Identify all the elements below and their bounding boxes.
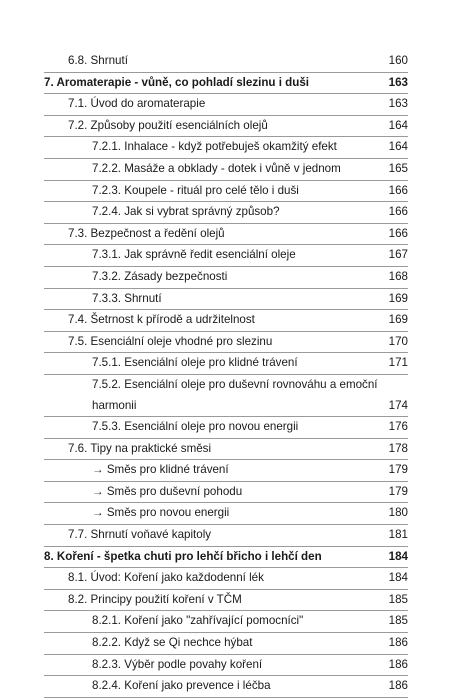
toc-page-number: 166 [388,205,408,219]
toc-entry-row[interactable] [44,332,408,354]
toc-entry-row[interactable] [44,590,408,612]
toc-entry-row[interactable] [44,267,408,289]
toc-page-number: 185 [388,614,408,628]
toc-entry-row[interactable] [44,375,408,417]
toc-chapter-row[interactable] [44,547,408,569]
toc-entry-row[interactable] [44,224,408,246]
toc-page-number: 180 [388,506,408,520]
toc-page-number: 166 [388,183,408,197]
toc-entry-title: 7.2.1. Inhalace - když potřebuješ okamžitý efekt [92,140,337,154]
toc-entry-row[interactable] [44,417,408,439]
toc-entry-title: 6.8. Shrnutí [68,54,128,67]
toc-entry-row[interactable] [44,503,408,525]
toc-entry-row[interactable] [44,439,408,461]
toc-page-number: 185 [388,592,408,606]
toc-page-number: 168 [388,269,408,283]
toc-page-number: 164 [388,140,408,154]
table-of-contents [44,51,408,698]
toc-entry-title: 7.3.2. Zásady bezpečnosti [92,269,228,283]
toc-page-number: 170 [388,334,408,348]
toc-entry-title: 7.2.3. Koupele - rituál pro celé tělo i duši [92,183,299,197]
toc-page-number: 176 [388,420,408,434]
toc-entry-title: 7.3.1. Jak správně ředit esenciální oleje [92,248,296,262]
toc-page-number: 184 [388,549,408,563]
toc-entry-row[interactable] [44,655,408,677]
toc-page-number: 169 [388,313,408,327]
toc-entry-title: 7.3.3. Shrnutí [92,291,162,305]
toc-page-number: 174 [388,398,408,412]
toc-entry-title: 8.2.4. Koření jako prevence i léčba [92,679,271,693]
toc-page-number: 167 [388,248,408,262]
toc-page-number: 186 [388,636,408,650]
toc-page-number: 165 [388,161,408,175]
toc-entry-title: 7.5.1. Esenciální oleje pro klidné trávení [92,356,298,370]
toc-entry-title: 7.5.2. Esenciální oleje pro duševní rovnováhu a emoční harmonii [92,377,378,412]
toc-entry-title: 7.2. Způsoby použití esenciálních olejů [68,118,268,132]
toc-page-number: 160 [388,54,408,67]
toc-entry-title: 7.1. Úvod do aromaterapie [68,97,206,111]
toc-entry-row[interactable] [44,568,408,590]
toc-entry-row[interactable] [44,611,408,633]
toc-entry-title: 7.6. Tipy na praktické směsi [68,441,212,455]
toc-entry-row[interactable] [44,460,408,482]
toc-entry-row[interactable] [44,525,408,547]
toc-entry-title: → Směs pro novou energii [92,506,230,520]
toc-entry-row[interactable] [44,137,408,159]
toc-entry-row[interactable] [44,310,408,332]
toc-entry-title: 7. Aromaterapie - vůně, co pohladí slezinu i duši [44,75,309,89]
toc-entry-title: → Směs pro duševní pohodu [92,484,243,498]
toc-page-number: 166 [388,226,408,240]
toc-entry-row[interactable] [44,482,408,504]
toc-entry-row[interactable] [44,94,408,116]
toc-entry-row[interactable] [44,51,408,73]
toc-entry-title: 8.2. Principy použití koření v TČM [68,592,242,606]
toc-entry-title: 7.5.3. Esenciální oleje pro novou energii [92,420,299,434]
toc-entry-title: 8. Koření - špetka chuti pro lehčí břicho i lehčí den [44,549,322,563]
toc-entry-row[interactable] [44,159,408,181]
toc-entry-row[interactable] [44,289,408,311]
toc-entry-title: → Směs pro klidné trávení [92,463,229,477]
toc-entry-row[interactable] [44,633,408,655]
toc-entry-title: 7.2.4. Jak si vybrat správný způsob? [92,205,280,219]
toc-page-number: 179 [388,484,408,498]
toc-entry-row[interactable] [44,181,408,203]
toc-entry-title: 8.2.3. Výběr podle povahy koření [92,657,263,671]
toc-entry-title: 7.7. Shrnutí voňavé kapitoly [68,528,212,542]
toc-page-number: 181 [388,528,408,542]
toc-entry-row[interactable] [44,116,408,138]
toc-entry-title: 8.2.1. Koření jako "zahřívající pomocníci" [92,614,304,628]
toc-chapter-row[interactable] [44,73,408,95]
toc-entry-title: 8.1. Úvod: Koření jako každodenní lék [68,571,264,585]
toc-entry-title: 7.2.2. Masáže a obklady - dotek i vůně v jednom [92,161,341,175]
toc-page-number: 178 [388,441,408,455]
toc-entry-title: 7.4. Šetrnost k přírodě a udržitelnost [68,313,255,327]
toc-page-number: 163 [388,75,408,89]
toc-page-number: 184 [388,571,408,585]
toc-entry-row[interactable] [44,676,408,698]
toc-entry-title: 7.3. Bezpečnost a ředění olejů [68,226,225,240]
toc-entry-row[interactable] [44,353,408,375]
toc-entry-title: 7.5. Esenciální oleje vhodné pro slezinu [68,334,273,348]
toc-page-number: 163 [388,97,408,111]
toc-page-number: 169 [388,291,408,305]
toc-page-number: 179 [388,463,408,477]
toc-page-number: 186 [388,679,408,693]
toc-page-number: 186 [388,657,408,671]
toc-page-number: 164 [388,118,408,132]
toc-entry-row[interactable] [44,245,408,267]
toc-page-number: 171 [388,356,408,370]
toc-entry-title: 8.2.2. Když se Qi nechce hýbat [92,636,253,650]
toc-entry-row[interactable] [44,202,408,224]
